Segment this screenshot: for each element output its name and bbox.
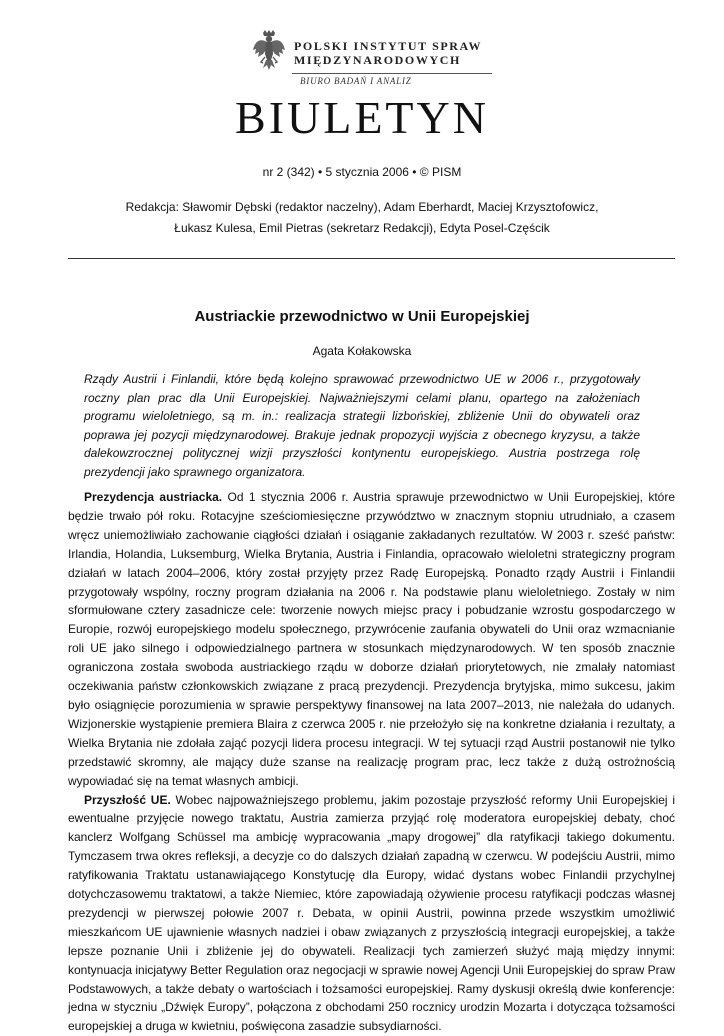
bureau-rule [292,73,492,74]
article-body [68,488,675,1036]
body-paragraph [68,488,675,791]
bulletin-title: BIULETYN [0,90,724,146]
issue-line: nr 2 (342) • 5 stycznia 2006 • © PISM [0,165,724,179]
eagle-emblem-icon [252,30,286,74]
editors-line-2: Łukasz Kulesa, Emil Pietras (sekretarz Redakcji), Edyta Posel-Częścik [0,218,724,239]
masthead [252,30,492,90]
article-title: Austriackie przewodnictwo w Unii Europejskiej [0,308,724,325]
article-abstract: Rządy Austrii i Finlandii, które będą kolejno sprawować przewodnictwo UE w 2006 r., przygotowały roczny plan prac dla Unii Europejskiej. Najważniejszymi celami planu, opartego na założeniach programu wieloletniego, są m. in.: realizacja strategii lizbońskiej, zbliżenie Unii do obywateli oraz poprawa jej pozycji międzynarodowej. Brakuje jednak propozycji wyjścia z obecnego kryzysu, a także dalekowzrocznej politycznej wizji przyszłości kontynentu europejskiego. Austria postrzega rolę prezydencji jako sprawnego organizatora. [84,370,640,482]
article-author: Agata Kołakowska [0,344,724,358]
institute-name [294,39,494,67]
editors-line-1: Redakcja: Sławomir Dębski (redaktor naczelny), Adam Eberhardt, Maciej Krzysztofowicz, [0,197,724,218]
bureau-row [292,73,492,89]
paragraph-text: Wobec najpoważniejszego problemu, jakim pozostaje przyszłość reformy Unii Europejskiej i ewentualne przyjęcie nowego traktatu, Austria zamierza przyjąć rolę moderatora europejskiej debaty, choć kanclerz Wolfgang Schüssel ma ambicję wypracowania „mapy drogowej” dla ratyfikacji takiego dokumentu. Tymczasem trwa okres refleksji, a decyzje co do dalszych działań zapadną w czerwcu. W podejściu Austrii, mimo ratyfikowania Traktatu ustanawiającego Konstytucję dla Europy, widać dystans wobec Finlandii przychylnej dotychczasowemu traktatowi, a także Niemiec, które zapowiadają ożywienie procesu ratyfikacji podczas własnej prezydencji w pierwszej połowie 2007 r. Debata, w opinii Austrii, powinna przede wszystkim umożliwić mieszkańcom UE ujawnienie własnych nadziei i obaw związanych z przyszłością integracji europejskiej, a także lepsze poznanie Unii i zbliżenie jej do obywateli. Realizacji tych zamierzeń służyć mają między innymi: kontynuacja inicjatywy Better Regulation oraz negocjacji w sprawie nowej Agencji Unii Europejskiej do spraw Praw Podstawowych, a także debaty o wartościach i tożsamości europejskiej. Ramy dyskusji określą dwie konferencje: jedna w styczniu „Dźwięk Europy”, połączona z obchodami 250 rocznicy urodzin Mozarta i dotycząca tożsamości europejskiej a druga w kwietniu, poświęcona zasadzie subsydiarności. [68,793,675,1034]
body-paragraph [68,791,675,1036]
header-divider [68,258,675,259]
editorial-board [0,197,724,239]
paragraph-lead: Przyszłość UE. [84,793,171,807]
paragraph-text: Od 1 stycznia 2006 r. Austria sprawuje przewodnictwo w Unii Europejskiej, które będzie trwało pół roku. Rotacyjne sześciomiesięczne przywództwo w znacznym stopniu utrudniało, a czasem wręcz uniemożliwiało zachowanie ciągłości działań i osiąganie zakładanych rezultatów. W 2003 r. sześć państw: Irlandia, Holandia, Luksemburg, Wielka Brytania, Austria i Finlandia, opracowało wieloletni strategiczny program działań w latach 2004–2006, który został przyjęty przez Radę Europejską. Ponadto rządy Austrii i Finlandii przygotowały wspólny, roczny program działania na 2006 r. Na podstawie planu wieloletniego. Zostały w nim sformułowane cztery zasadnicze cele: tworzenie nowych miejsc pracy i pobudzanie wzrostu gospodarczego w Europie, rozwój europejskiego modelu społecznego, przywrócenie zaufania obywateli do Unii oraz wzmacnianie roli UE jako silnego i odpowiedzialnego partnera w stosunkach międzynarodowych. W ten sposób znacznie ograniczona została swoboda austriackiego rządu w doborze działań priorytetowych, nie zmalały natomiast oczekiwania państw członkowskich związane z pracą prezydencji. Prezydencja brytyjska, mimo sukcesu, jakim było osiągnięcie porozumienia w sprawie perspektywy finansowej na lata 2007–2013, nie należała do udanych. Wizjonerskie wystąpienie premiera Blaira z czerwca 2005 r. nie przełożyło się na konkretne działania i rezultaty, a Wielka Brytania nie zdołała zająć pozycji lidera procesu integracji. W tej sytuacji rząd Austrii postanowił nie tylko przedstawić skromny, ale mający duże szanse na realizację program prac, lecz także z dużą ostrożnością wypowiadać się na temat własnych ambicji. [68,490,675,788]
institute-line-2: MIĘDZYNARODOWYCH [294,53,494,67]
bureau-name: BIURO BADAŃ I ANALIZ [300,76,412,86]
institute-line-1: POLSKI INSTYTUT SPRAW [294,39,494,53]
paragraph-lead: Prezydencja austriacka. [84,490,222,504]
